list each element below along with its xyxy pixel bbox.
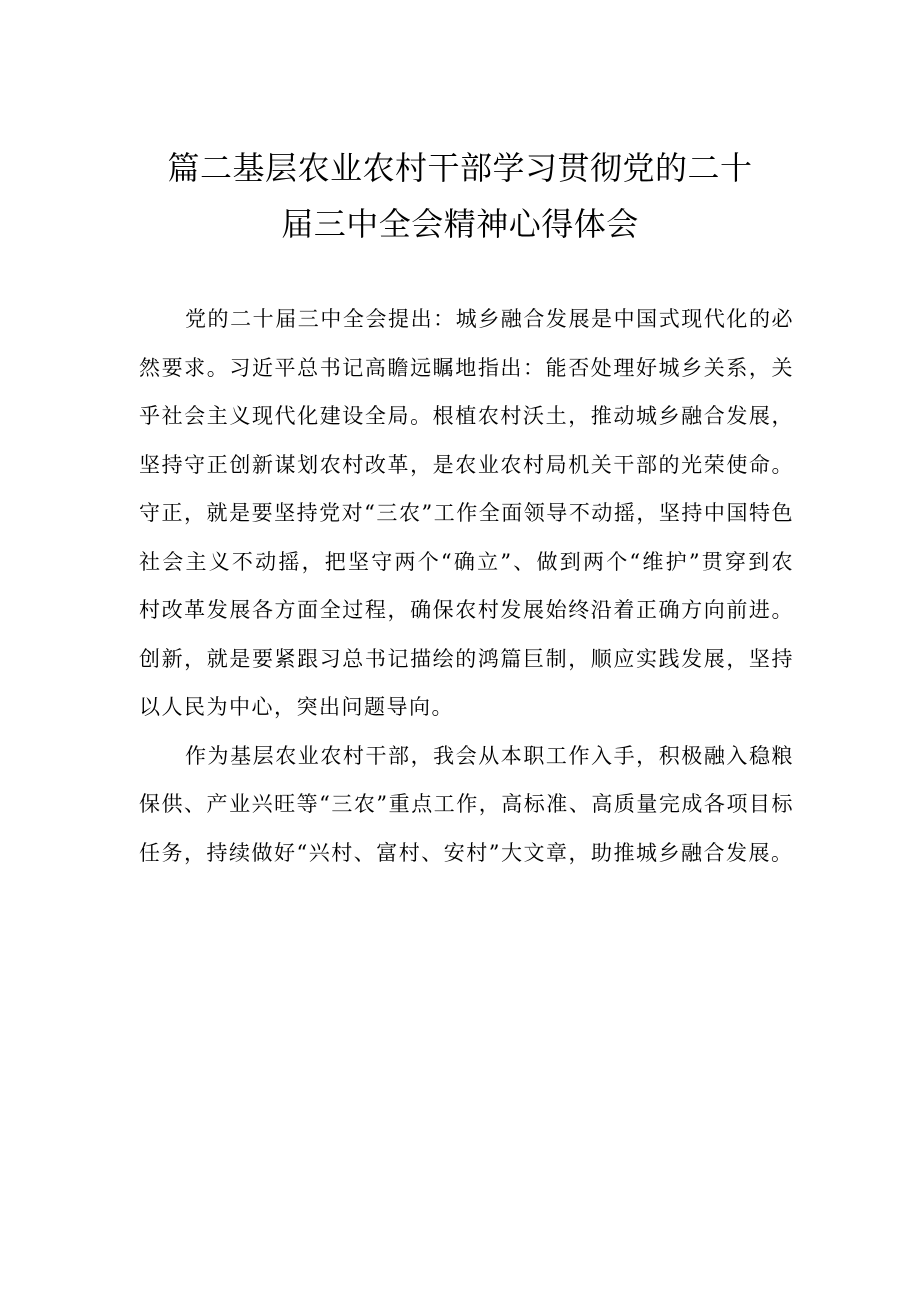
document-title [130, 140, 790, 252]
title-line-2: 届三中全会精神心得体会 [281, 205, 639, 243]
title-line-1: 篇二基层农业农村干部学习贯彻党的二十 [167, 149, 753, 187]
document-body [139, 295, 794, 877]
paragraph-2: 作为基层农业农村干部，我会从本职工作入手，积极融入稳粮保供、产业兴旺等“三农”重点工作，高标准、高质量完成各项目标任务，持续做好“兴村、富村、安村”大文章，助推城乡融合发展。 [139, 743, 794, 865]
paragraph-1: 党的二十届三中全会提出：城乡融合发展是中国式现代化的必然要求。习近平总书记高瞻远瞩地指出：能否处理好城乡关系，关乎社会主义现代化建设全局。根植农村沃土，推动城乡融合发展，坚持守正创新谋划农村改革，是农业农村局机关干部的光荣使命。守正，就是要坚持党对“三农”工作全面领导不动摇，坚持中国特色社会主义不动摇，把坚守两个“确立”、做到两个“维护”贯穿到农村改革发展各方面全过程，确保农村发展始终沿着正确方向前进。创新，就是要紧跟习总书记描绘的鸿篇巨制，顺应实践发展，坚持以人民为中心，突出问题导向。 [139, 307, 794, 719]
